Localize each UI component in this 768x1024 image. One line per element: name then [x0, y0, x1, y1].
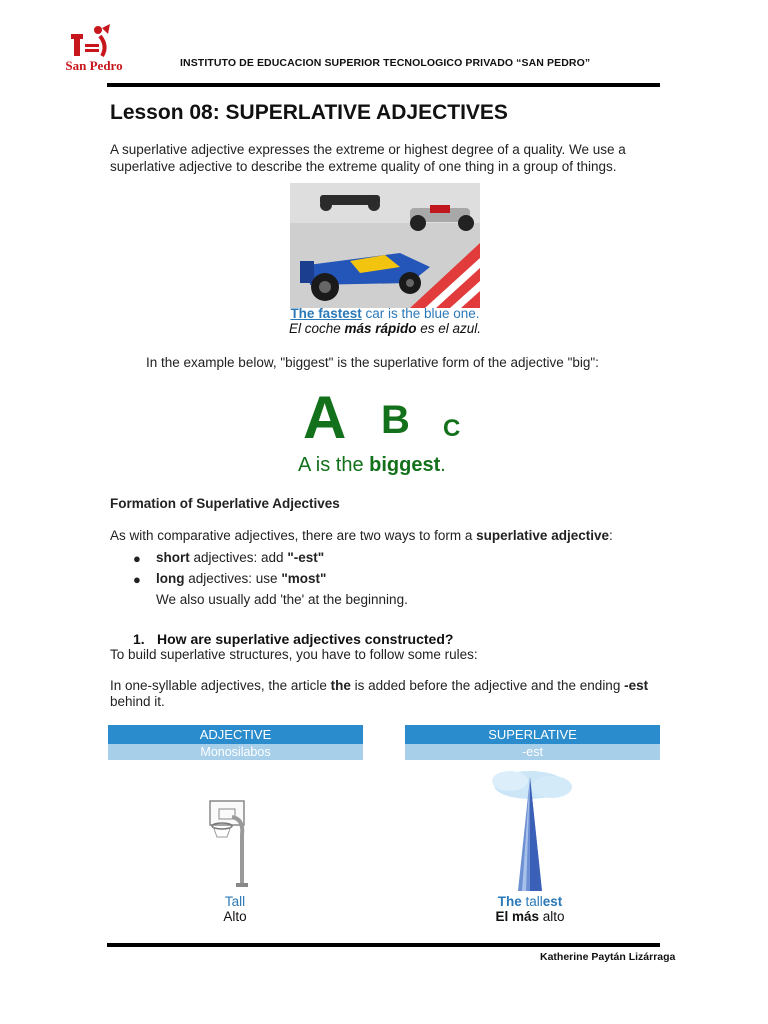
tall-spanish: Alto [223, 909, 247, 924]
text-part: In one-syllable adjectives, the article [110, 678, 331, 693]
text-part: is added before the adjective and the ending [350, 678, 625, 693]
tallest-es-bold: El más [495, 909, 539, 924]
formation-heading: Formation of Superlative Adjectives [110, 496, 340, 511]
bullet-bold: short [156, 550, 190, 565]
tallest-spanish [470, 909, 590, 924]
text-bold: superlative adjective [476, 528, 609, 543]
car-caption-english [200, 306, 570, 321]
lesson-title: Lesson 08: SUPERLATIVE ADJECTIVES [110, 101, 508, 124]
text-bold: -est [624, 678, 649, 693]
intro-paragraph: A superlative adjective expresses the extreme or highest degree of a quality. We use a superlative adjective to describe the extreme quality of one thing in a group of things. [110, 142, 626, 174]
one-syllable-paragraph [110, 678, 666, 710]
caption-es-part: El coche [288, 321, 345, 336]
letter-a: A [303, 384, 347, 451]
bullet-bold: "most" [281, 571, 327, 586]
tallest-bold: The [497, 894, 522, 909]
bullet-bold: "-est" [287, 550, 325, 565]
formation-note: We also usually add 'the' at the beginning. [156, 592, 408, 607]
tallest-part: tall [521, 894, 543, 909]
bullet-bold: long [156, 571, 185, 586]
text-part: behind it. [110, 694, 165, 709]
basketball-hoop-image [192, 795, 292, 890]
bullet-dot: ● [133, 551, 141, 566]
tallest-bold: est [542, 894, 563, 909]
tallest-es-part: alto [539, 909, 565, 924]
bullet-short [156, 550, 324, 565]
rules-text: To build superlative structures, you have to follow some rules: [110, 647, 478, 662]
superlative-subheader: -est [405, 744, 660, 760]
tall-english: Tall [224, 894, 246, 909]
tallest-english [470, 894, 590, 909]
bullet-dot: ● [133, 572, 141, 587]
letter-b: B [381, 398, 410, 442]
caption-bold: The fastest [290, 306, 362, 321]
biggest-sentence [298, 454, 446, 477]
sentence-part: . [440, 454, 446, 476]
sentence-bold: biggest [369, 454, 441, 476]
logo-text: San Pedro [65, 58, 123, 73]
header-rule [107, 83, 660, 87]
abc-intro: In the example below, "biggest" is the superlative form of the adjective "big": [146, 355, 599, 370]
text-part: : [608, 528, 613, 543]
caption-es-part: es el azul. [416, 321, 482, 336]
caption-es-bold: más rápido [344, 321, 417, 336]
skyscraper-image [470, 765, 590, 895]
car-caption-spanish [200, 321, 570, 336]
bullet-text: adjectives: use [184, 571, 282, 586]
bullet-long [156, 571, 326, 586]
superlative-header: SUPERLATIVE [405, 725, 660, 744]
adjective-subheader: Monosilabos [108, 744, 363, 760]
text-part: As with comparative adjectives, there are two ways to form a [110, 528, 477, 543]
adjective-header: ADJECTIVE [108, 725, 363, 744]
sentence-part: A is the [298, 454, 370, 476]
institute-name: INSTITUTO DE EDUCACION SUPERIOR TECNOLOGICO PRIVADO “SAN PEDRO” [180, 57, 591, 69]
section-number: 1. [133, 631, 145, 647]
bullet-text: adjectives: add [189, 550, 288, 565]
letter-c: C [443, 415, 461, 442]
race-cars-image [290, 183, 480, 308]
text-bold: the [330, 678, 351, 693]
formation-intro [110, 528, 613, 543]
author-name: Katherine Paytán Lizárraga [540, 951, 676, 963]
caption-rest: car is the blue one. [361, 306, 480, 321]
section-heading: How are superlative adjectives constructed? [157, 631, 454, 647]
footer-rule [107, 943, 660, 947]
